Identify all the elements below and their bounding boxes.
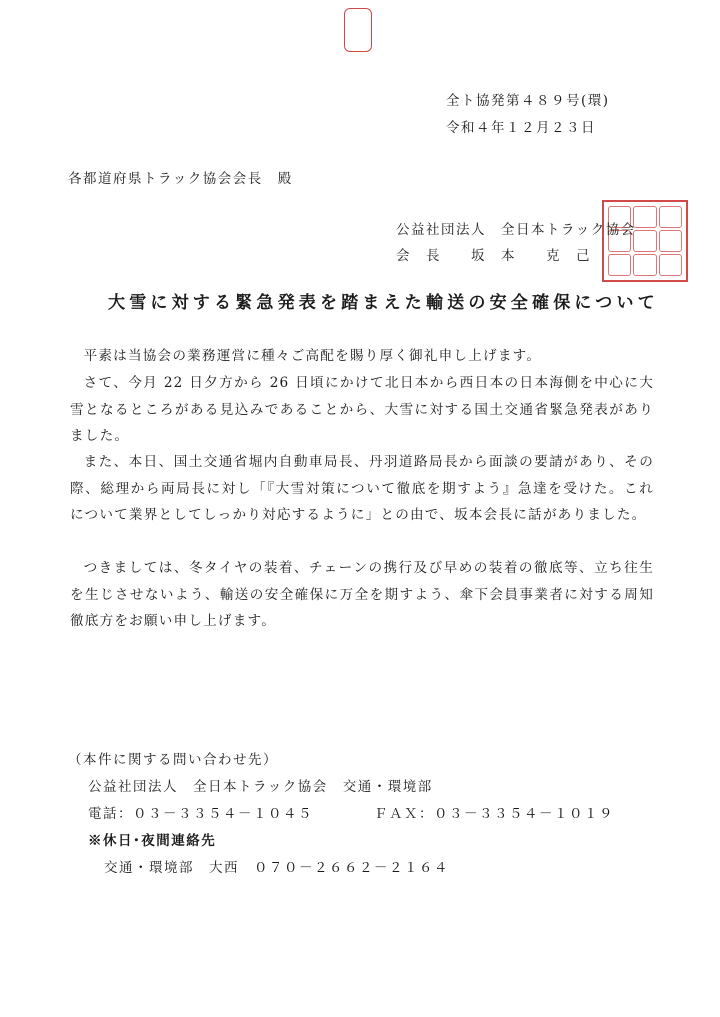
document-title: 大雪に対する緊急発表を踏まえた輸送の安全確保について	[108, 293, 659, 313]
body-paragraph-3: また、本日、国土交通省堀内自動車局長、丹羽道路局長から面談の要請があり、その際、総理から両局長に対し「『大雪対策について徹底を期すよう』急達を受けた。これについて業界としてしっかり対応するように」との由で、坂本会長に話がありました。	[70, 454, 654, 523]
corporate-seal-stamp	[602, 200, 688, 282]
contact-telephone: 電話：０３－３３５４－１０４５	[88, 806, 313, 822]
document-date: 令和４年１２月２３日	[446, 120, 596, 136]
contact-heading: （本件に関する問い合わせ先）	[68, 752, 278, 768]
sender-name: 会 長 坂 本 克 己	[396, 248, 591, 264]
after-hours-label: ※休日･夜間連絡先	[88, 833, 217, 849]
body-paragraph-4: つきましては、冬タイヤの装着、チェーンの携行及び早めの装着の徹底等、立ち往生を生じさせないよう、輸送の安全確保に万全を期すよう、傘下会員事業者に対する周知徹底方をお願い申し上げます。	[70, 560, 655, 629]
document-number: 全ト協発第４８９号(環)	[446, 93, 610, 109]
contact-fax: ＦＡＸ：０３－３３５４－１０１９	[374, 806, 614, 822]
seal-pattern	[608, 206, 682, 276]
body-paragraph-2: さて、今月 22 日夕方から 26 日頃にかけて北日本から西日本の日本海側を中心に大雪となるところがある見込みであることから、大雪に対する国土交通省緊急発表がありました。	[70, 375, 654, 444]
after-hours-contact: 交通・環境部 大西 ０７０－２６６２－２１６４	[104, 860, 449, 876]
top-seal-stamp	[344, 8, 372, 52]
sender-organization: 公益社団法人 全日本トラック協会	[396, 222, 636, 238]
addressee: 各都道府県トラック協会会長 殿	[68, 171, 293, 187]
body-paragraph-1: 平素は当協会の業務運営に種々ご高配を賜り厚く御礼申し上げます。	[83, 348, 542, 364]
contact-organization: 公益社団法人 全日本トラック協会 交通・環境部	[88, 779, 433, 795]
